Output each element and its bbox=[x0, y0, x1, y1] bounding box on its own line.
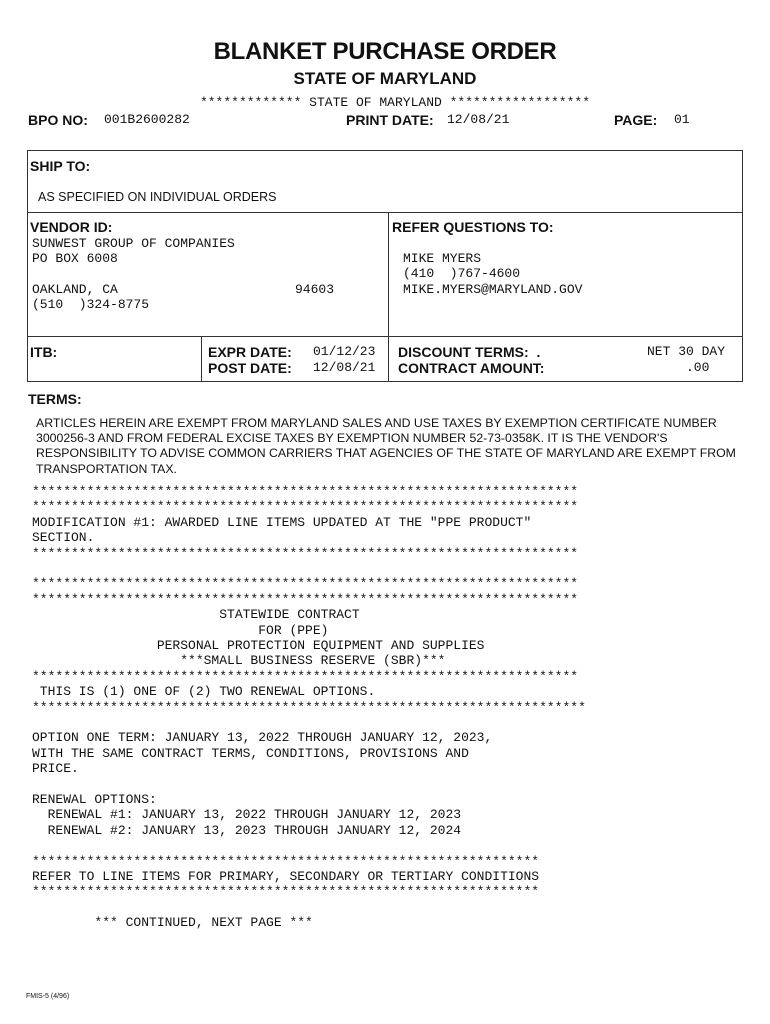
note-line: ***************************************************************** bbox=[32, 884, 540, 900]
note-line: WITH THE SAME CONTRACT TERMS, CONDITIONS, PROVISIONS AND bbox=[32, 745, 469, 761]
ship-to-label: SHIP TO: bbox=[30, 158, 91, 174]
refer-phone: (410 )767-4600 bbox=[403, 266, 521, 281]
bpo-number-label: BPO NO: bbox=[28, 112, 88, 128]
vendor-refer-box bbox=[27, 212, 743, 337]
ship-to-value: AS SPECIFIED ON INDIVIDUAL ORDERS bbox=[38, 190, 277, 204]
vendor-refer-divider bbox=[388, 212, 389, 337]
note-line: ***************************************************************** bbox=[32, 853, 540, 869]
note-line: FOR (PPE) bbox=[32, 622, 329, 638]
note-line: *********************************************************************** bbox=[32, 699, 586, 715]
note-line: RENEWAL OPTIONS: bbox=[32, 792, 157, 807]
post-date-value: 12/08/21 bbox=[313, 360, 376, 375]
page-value: 01 bbox=[674, 112, 690, 127]
note-line: STATEWIDE CONTRACT bbox=[32, 607, 360, 623]
itb-divider bbox=[201, 336, 202, 382]
note-line: PRICE. bbox=[32, 761, 79, 777]
note-line: REFER TO LINE ITEMS FOR PRIMARY, SECONDARY OR TERTIARY CONDITIONS bbox=[32, 869, 540, 884]
document-title: BLANKET PURCHASE ORDER bbox=[213, 38, 557, 65]
note-line: ********************************************************************** bbox=[32, 545, 579, 561]
form-id: FMIS-5 (4/96) bbox=[26, 993, 70, 1000]
vendor-phone: (510 )324-8775 bbox=[32, 297, 150, 312]
dates-divider bbox=[388, 336, 389, 382]
state-banner: ************* STATE OF MARYLAND ****************** bbox=[199, 95, 591, 110]
terms-text: ARTICLES HEREIN ARE EXEMPT FROM MARYLAND SALES AND USE TAXES BY EXEMPTION CERTIFICATE NUMBER 3000256-3 AND FROM FEDERAL EXCISE TAXES BY EXEMPTION NUMBER 52-73-0358K. IT IS THE VENDOR'S RESPONSIBILITY TO ADVISE COMMON CARRIERS THAT AGENCIES OF THE STATE OF MARYLAND ARE EXEMPT FROM TRANSPORTATION TAX. bbox=[36, 416, 736, 476]
expr-date-value: 01/12/23 bbox=[313, 344, 376, 359]
refer-name: MIKE MYERS bbox=[403, 251, 482, 266]
vendor-id-label: VENDOR ID: bbox=[30, 219, 113, 235]
note-line: MODIFICATION #1: AWARDED LINE ITEMS UPDATED AT THE "PPE PRODUCT" bbox=[32, 514, 532, 530]
itb-box bbox=[27, 336, 743, 382]
note-line: SECTION. bbox=[32, 530, 95, 546]
bpo-number-value: 001B2600282 bbox=[104, 112, 190, 127]
note-line: ***SMALL BUSINESS RESERVE (SBR)*** bbox=[32, 653, 446, 669]
note-line: *** CONTINUED, NEXT PAGE *** bbox=[32, 915, 313, 931]
page-label: PAGE: bbox=[614, 112, 658, 128]
note-line: PERSONAL PROTECTION EQUIPMENT AND SUPPLIES bbox=[32, 638, 485, 653]
note-line: OPTION ONE TERM: JANUARY 13, 2022 THROUGH JANUARY 12, 2023, bbox=[32, 730, 493, 746]
vendor-name: SUNWEST GROUP OF COMPANIES bbox=[32, 236, 235, 251]
refer-questions-label: REFER QUESTIONS TO: bbox=[392, 219, 554, 235]
refer-email: MIKE.MYERS@MARYLAND.GOV bbox=[403, 282, 583, 297]
discount-terms-label: DISCOUNT TERMS: . bbox=[398, 344, 541, 360]
itb-label: ITB: bbox=[30, 344, 58, 360]
vendor-zip: 94603 bbox=[295, 282, 335, 297]
discount-terms-value: NET 30 DAY bbox=[647, 344, 726, 359]
note-line: ********************************************************************** bbox=[32, 499, 579, 515]
contract-amount-label: CONTRACT AMOUNT: bbox=[398, 360, 545, 376]
note-line: ********************************************************************** bbox=[32, 668, 579, 684]
vendor-address: PO BOX 6008 bbox=[32, 251, 118, 266]
print-date-label: PRINT DATE: bbox=[346, 112, 434, 128]
note-line: ********************************************************************** bbox=[32, 591, 579, 607]
note-line: RENEWAL #2: JANUARY 13, 2023 THROUGH JANUARY 12, 2024 bbox=[32, 822, 462, 838]
document-subtitle: STATE OF MARYLAND bbox=[293, 69, 477, 88]
vendor-city-state: OAKLAND, CA bbox=[32, 282, 118, 297]
contract-amount-value: .00 bbox=[686, 360, 710, 375]
terms-label: TERMS: bbox=[28, 391, 82, 407]
post-date-label: POST DATE: bbox=[208, 360, 292, 376]
print-date-value: 12/08/21 bbox=[447, 112, 510, 127]
expr-date-label: EXPR DATE: bbox=[208, 344, 292, 360]
note-line: ********************************************************************** bbox=[32, 576, 579, 592]
note-line: ********************************************************************** bbox=[32, 484, 579, 499]
note-line: RENEWAL #1: JANUARY 13, 2022 THROUGH JANUARY 12, 2023 bbox=[32, 807, 462, 823]
note-line: THIS IS (1) ONE OF (2) TWO RENEWAL OPTIONS. bbox=[32, 684, 376, 700]
